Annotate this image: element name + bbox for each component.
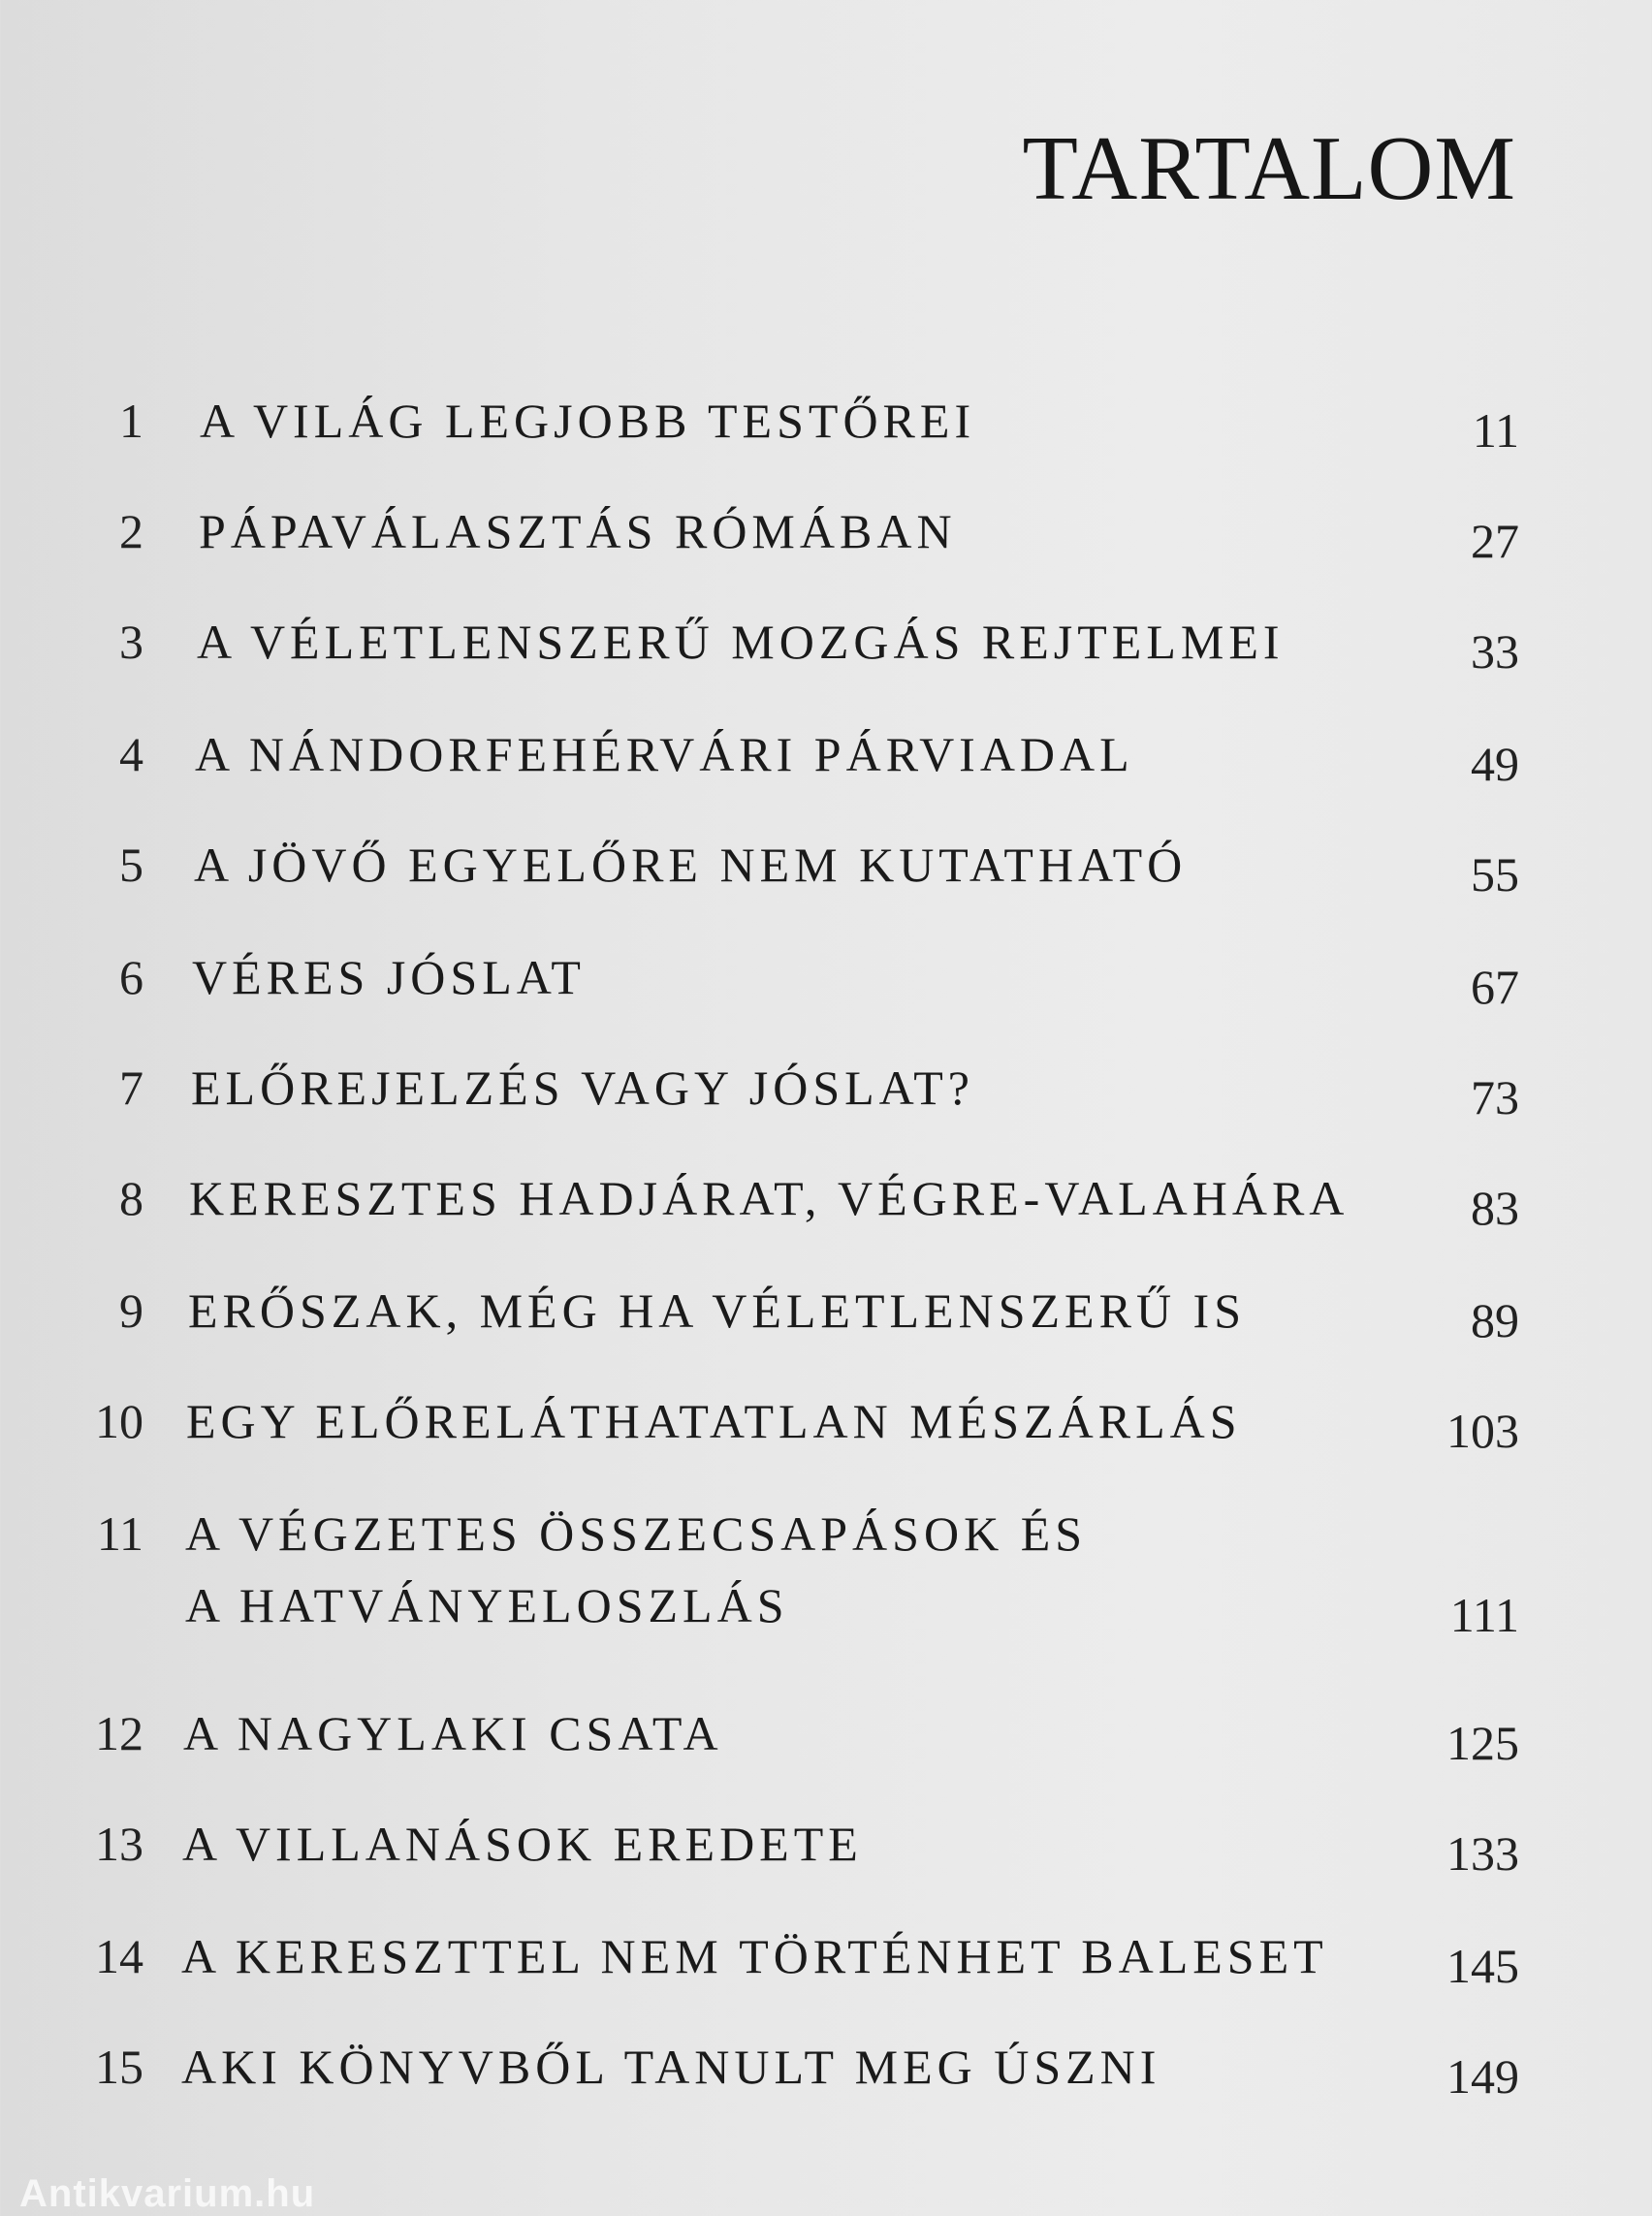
chapter-title: A VÉGZETES ÖSSZECSAPÁSOK ÉS xyxy=(185,1506,1088,1561)
chapter-page-number: 49 xyxy=(1471,737,1519,791)
chapter-page-number: 145 xyxy=(1446,1939,1519,1993)
chapter-number: 9 xyxy=(119,1283,143,1338)
chapter-title: EGY ELŐRELÁTHATATLAN MÉSZÁRLÁS xyxy=(186,1394,1242,1448)
chapter-number: 5 xyxy=(119,838,143,892)
chapter-title: VÉRES JÓSLAT xyxy=(192,950,586,1004)
chapter-number: 11 xyxy=(96,1506,143,1561)
chapter-number: 6 xyxy=(119,950,143,1004)
chapter-page-number: 133 xyxy=(1446,1826,1519,1881)
chapter-page-number: 89 xyxy=(1471,1293,1519,1347)
chapter-page-number: 27 xyxy=(1471,514,1519,568)
chapter-page-number: 67 xyxy=(1471,960,1519,1014)
page-title: TARTALOM xyxy=(1022,118,1516,219)
chapter-number: 12 xyxy=(95,1706,143,1760)
chapter-page-number: 73 xyxy=(1471,1070,1519,1124)
chapter-number: 15 xyxy=(95,2040,143,2094)
chapter-title: A NAGYLAKI CSATA xyxy=(183,1706,723,1760)
chapter-title: A VILÁG LEGJOBB TESTŐREI xyxy=(200,394,976,448)
chapter-title: A VÉLETLENSZERŰ MOZGÁS REJTELMEI xyxy=(197,615,1285,669)
chapter-page-number: 33 xyxy=(1471,624,1519,679)
chapter-page-number: 149 xyxy=(1446,2049,1519,2104)
chapter-title: A VILLANÁSOK EREDETE xyxy=(182,1817,863,1871)
chapter-number: 3 xyxy=(119,615,143,669)
chapter-number: 7 xyxy=(119,1061,143,1115)
chapter-title: PÁPAVÁLASZTÁS RÓMÁBAN xyxy=(199,504,957,558)
chapter-number: 4 xyxy=(119,727,143,781)
chapter-title: A KERESZTTEL NEM TÖRTÉNHET BALESET xyxy=(181,1929,1328,1983)
watermark: Antikvarium.hu xyxy=(19,2172,316,2215)
chapter-title: A HATVÁNYELOSZLÁS xyxy=(185,1578,789,1632)
chapter-title: ERŐSZAK, MÉG HA VÉLETLENSZERŰ IS xyxy=(188,1283,1247,1338)
chapter-page-number: 103 xyxy=(1446,1404,1519,1458)
chapter-number: 1 xyxy=(119,394,143,448)
chapter-title: A JÖVŐ EGYELŐRE NEM KUTATHATÓ xyxy=(194,838,1188,892)
chapter-number: 13 xyxy=(95,1817,143,1871)
chapter-number: 10 xyxy=(95,1394,143,1448)
chapter-number: 2 xyxy=(119,504,143,558)
chapter-page-number: 83 xyxy=(1471,1181,1519,1235)
chapter-title: KERESZTES HADJÁRAT, VÉGRE-VALAHÁRA xyxy=(189,1171,1350,1225)
chapter-page-number: 11 xyxy=(1472,403,1519,458)
chapter-page-number: 125 xyxy=(1446,1716,1519,1770)
chapter-page-number: 55 xyxy=(1471,847,1519,902)
chapter-number: 14 xyxy=(95,1929,143,1983)
chapter-title: A NÁNDORFEHÉRVÁRI PÁRVIADAL xyxy=(195,727,1134,781)
chapter-page-number: 111 xyxy=(1449,1588,1519,1642)
chapter-title: ELŐREJELZÉS VAGY JÓSLAT? xyxy=(191,1061,974,1115)
chapter-number: 8 xyxy=(119,1171,143,1225)
chapter-title: AKI KÖNYVBŐL TANULT MEG ÚSZNI xyxy=(181,2040,1161,2094)
